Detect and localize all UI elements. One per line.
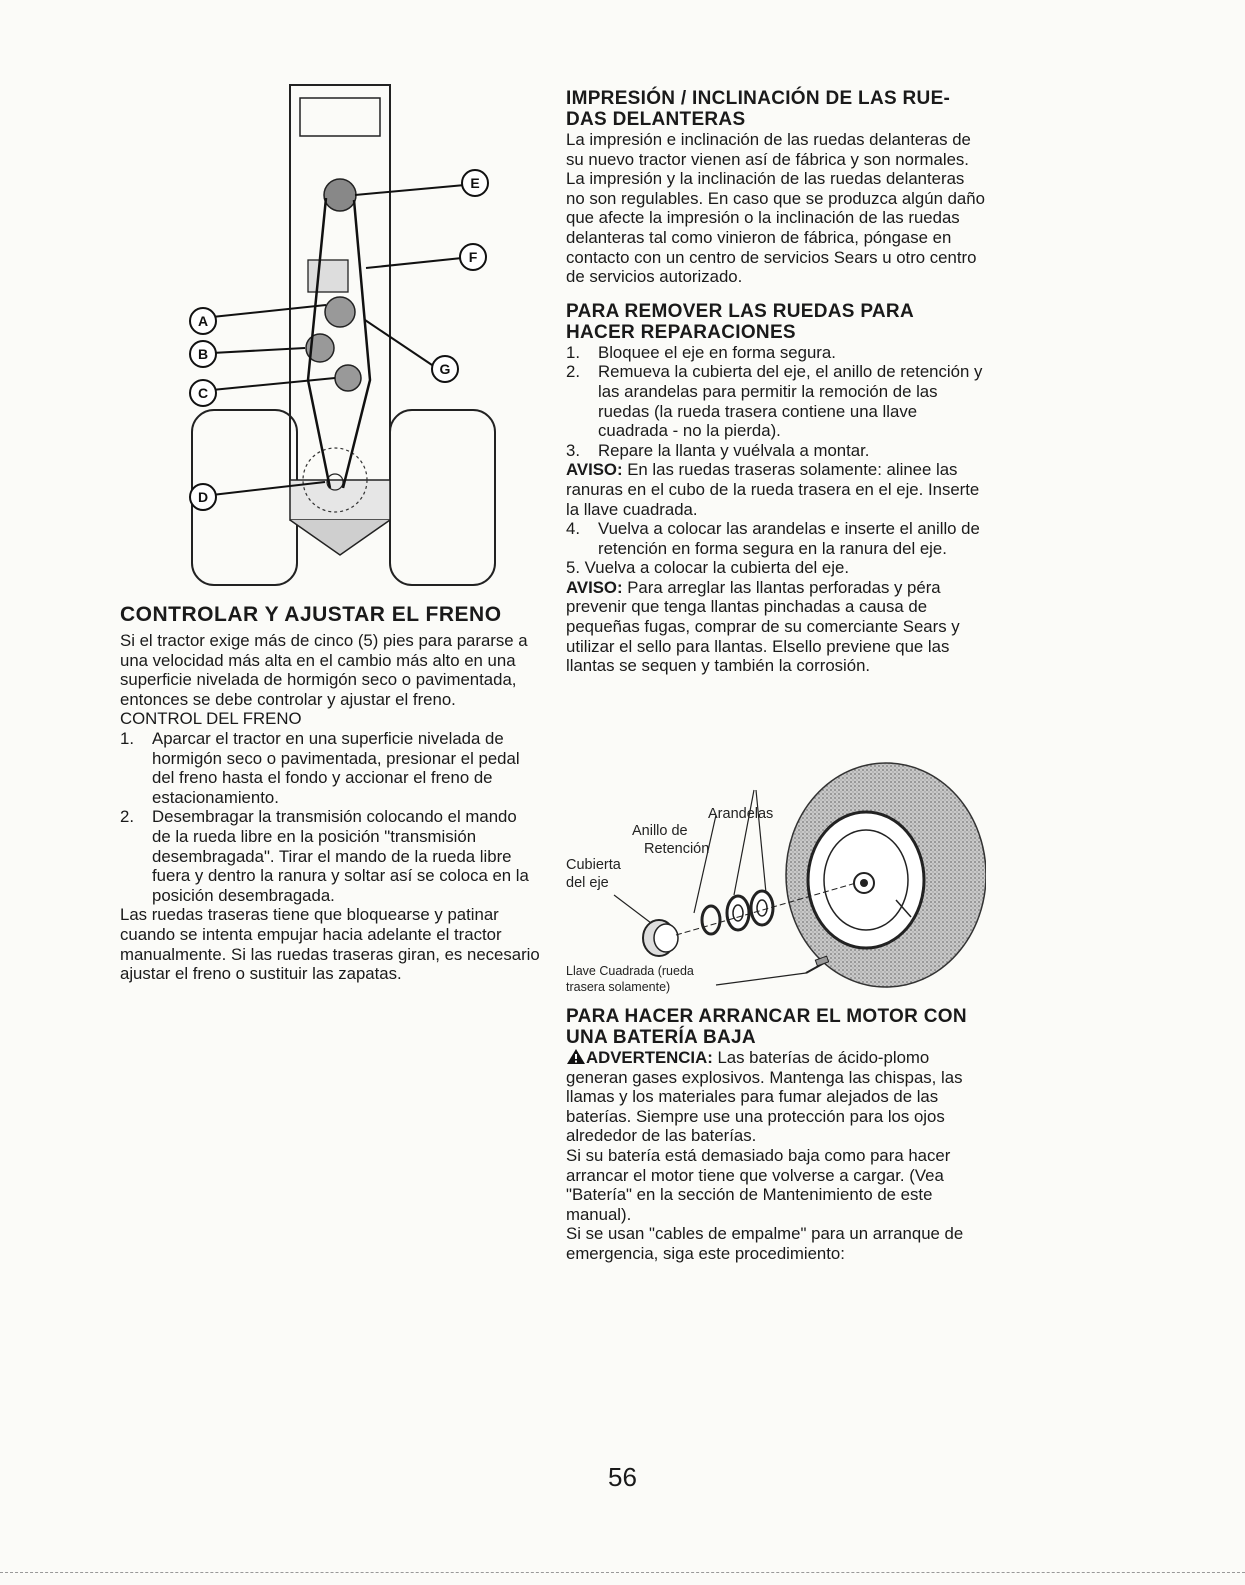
callout-b: B xyxy=(197,346,209,362)
toe-camber-heading-line2: DAS DELANTERAS xyxy=(566,109,746,130)
page-edge-divider xyxy=(0,1572,1245,1573)
label-cubierta-line2: del eje xyxy=(566,875,609,891)
notice-rear-wheels: AVISO: En las ruedas traseras solamente: alinee las ranuras en el cubo de la rueda trasera en el eje. Inserte la llave cuadrada. xyxy=(566,460,980,519)
label-anillo-line1: Anillo de xyxy=(632,823,688,839)
label-anillo-line2: Retención xyxy=(644,841,710,857)
remove-wheels-heading-line2: HACER REPARACIONES xyxy=(566,321,796,343)
jump-start-heading-line2: UNA BATERÍA BAJA xyxy=(566,1027,756,1048)
list-item: 5. Vuelva a colocar la cubierta del eje. xyxy=(566,558,849,578)
list-item: 1. Aparcar el tractor en una superficie nivelada de hormigón seco o pavimentada, presionar el pedal del freno hasta el fondo y accionar el freno de estacionamiento. xyxy=(120,728,520,807)
callout-c: C xyxy=(197,385,209,401)
list-item: 2. Remueva la cubierta del eje, el anillo de retención y las arandelas para permitir la remoción de las ruedas (la rueda trasera contiene una llave cuadrada - no la pierda). xyxy=(566,362,983,441)
remove-wheels-heading-line1: PARA REMOVER LAS RUEDAS PARA xyxy=(566,300,914,322)
warning-icon xyxy=(566,1048,586,1065)
battery-body-1: Si su batería está demasiado baja como para hacer arrancar el motor tiene que volverse a cargar. (Vea "Batería" en la sección de Mantenimiento de este manual). xyxy=(566,1145,951,1224)
page-number: 56 xyxy=(608,1462,637,1492)
callout-e: E xyxy=(470,175,480,191)
battery-body-2: Si se usan "cables de empalme" para un arranque de emergencia, siga este procedimiento: xyxy=(566,1224,964,1263)
callout-a: A xyxy=(197,313,209,329)
notice-tire-sealant: AVISO: Para arreglar las llantas perforadas y péra prevenir que tenga llantas pinchadas a causa de pequeñas fugas, comprar de su comerciante Sears y utilizar el sello para llantas. Elsello previene que las llantas se sequen y también la corrosión. xyxy=(566,577,960,676)
toe-camber-body: La impresión e inclinación de las ruedas delanteras de su nuevo tractor vienen así de fábrica y son normales. La impresión y la inclinación de las ruedas delanteras no son regulables. En caso que se produzca algún daño que afecte la impresión o la inclinación de las ruedas delanteras tal como vinieron de fábrica, póngase en contacto con un centro de servicios Sears u otro centro de servicios autorizado. xyxy=(566,130,985,287)
label-llave-line2: trasera solamente) xyxy=(566,980,671,994)
drive-belt-diagram xyxy=(140,80,560,600)
brake-control-subheading: CONTROL DEL FRENO xyxy=(120,709,302,729)
jump-start-heading-line1: PARA HACER ARRANCAR EL MOTOR CON xyxy=(566,1006,967,1027)
list-item: 4. Vuelva a colocar las arandelas e inserte el anillo de retención en forma segura en la ranura del eje. xyxy=(566,519,980,558)
brake-steps xyxy=(120,729,540,905)
callout-d: D xyxy=(197,489,209,505)
brake-intro: Si el tractor exige más de cinco (5) pies para pararse a una velocidad más alta en el cambio más alto en una superficie nivelada de hormigón seco o pavimentada, entonces se debe controlar y ajustar el freno. xyxy=(120,631,528,709)
label-llave-line1: Llave Cuadrada (rueda xyxy=(566,964,694,978)
list-item: 1. Bloquee el eje en forma segura. xyxy=(566,342,836,362)
toe-camber-heading-line1: IMPRESIÓN / INCLINACIÓN DE LAS RUE- xyxy=(566,88,951,109)
remove-wheels-steps xyxy=(566,343,986,461)
wheel-assembly-diagram xyxy=(566,745,986,995)
remove-wheels-steps-cont xyxy=(566,519,986,578)
battery-warning: ADVERTENCIA: Las baterías de ácido-plomo generan gases explosivos. Mantenga las chispas, las llamas y los materiales para fumar alejados de las baterías. Siempre use una protección para los ojos alrededor de las baterías. xyxy=(566,1048,963,1146)
list-item: 3. Repare la llanta y vuélvala a montar. xyxy=(566,440,870,460)
label-cubierta-line1: Cubierta xyxy=(566,857,621,873)
list-item: 2. Desembragar la transmisión colocando el mando de la rueda libre en la posición "transmisión desembragada". Tirar el mando de la rueda libre fuera y dentro la ranura y soltar así se coloca en la posición desembragada. xyxy=(120,807,529,905)
callout-f: F xyxy=(468,249,478,265)
brake-heading: CONTROLAR Y AJUSTAR EL FRENO xyxy=(120,603,502,626)
label-arandelas: Arandelas xyxy=(708,806,774,822)
brake-closing: Las ruedas traseras tiene que bloquearse y patinar cuando se intenta empujar hacia adelante el tractor manualmente. Si las ruedas traseras giran, es necesario ajustar el freno o sustituir las zapatas. xyxy=(120,905,540,984)
callout-g: G xyxy=(439,361,451,377)
